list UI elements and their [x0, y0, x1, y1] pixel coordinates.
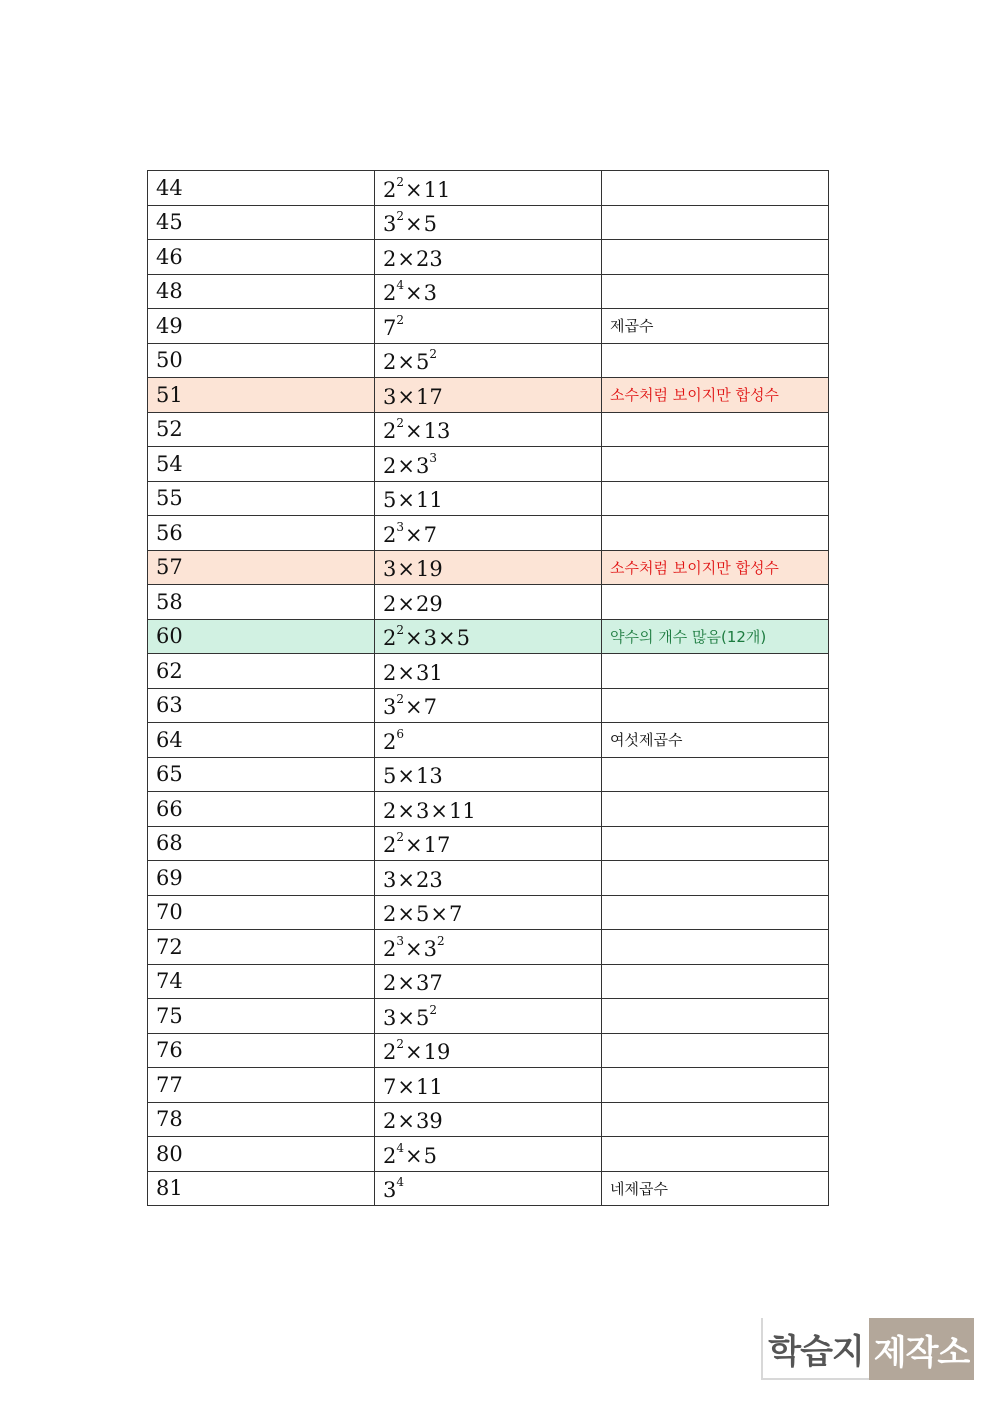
table-row	[148, 378, 829, 413]
note-cell	[602, 619, 829, 654]
table-row	[148, 274, 829, 309]
factor-exponent: 4	[396, 278, 405, 293]
note-cell	[602, 1137, 829, 1172]
factor-base: 2	[383, 626, 397, 651]
factor-base: 2	[383, 1040, 397, 1065]
factorization-cell	[375, 1033, 602, 1068]
times-sign: ×	[397, 1005, 415, 1030]
note-text: 여섯제곱수	[610, 731, 683, 750]
prime-factorization	[383, 1071, 443, 1099]
factor-base: 2	[383, 833, 397, 858]
table-row	[148, 619, 829, 654]
prime-factorization	[383, 243, 443, 271]
factor-exponent: 3	[396, 933, 405, 948]
factorization-cell	[375, 792, 602, 827]
factor-base: 5	[415, 1005, 430, 1030]
note-cell	[602, 274, 829, 309]
number-cell: 50	[148, 343, 375, 378]
times-sign: ×	[397, 798, 415, 823]
times-sign: ×	[397, 384, 415, 409]
times-sign: ×	[405, 695, 423, 720]
factorization-cell	[375, 309, 602, 344]
prime-factorization	[383, 898, 462, 926]
prime-factorization	[383, 760, 443, 788]
note-cell	[602, 654, 829, 689]
factor-base: 7	[448, 902, 463, 927]
note-cell	[602, 550, 829, 585]
times-sign: ×	[397, 246, 415, 271]
times-sign: ×	[405, 177, 423, 202]
factorization-cell	[375, 688, 602, 723]
factorization-cell	[375, 895, 602, 930]
factor-exponent: 4	[396, 1175, 405, 1190]
table-row	[148, 861, 829, 896]
factorization-cell	[375, 378, 602, 413]
factor-exponent: 2	[396, 692, 405, 707]
times-sign: ×	[397, 1074, 415, 1099]
factor-exponent: 2	[396, 623, 405, 638]
table-row	[148, 1171, 829, 1206]
number-cell: 62	[148, 654, 375, 689]
factor-exponent: 2	[396, 830, 405, 845]
factor-base: 11	[448, 798, 476, 823]
factor-base: 23	[415, 867, 443, 892]
factor-exponent: 2	[396, 312, 405, 327]
prime-factorization	[383, 864, 443, 892]
table-row	[148, 723, 829, 758]
factor-base: 37	[415, 971, 443, 996]
times-sign: ×	[405, 1143, 423, 1168]
factor-base: 5	[423, 212, 437, 237]
factor-base: 2	[383, 798, 397, 823]
factorization-cell	[375, 240, 602, 275]
factor-base: 2	[383, 522, 397, 547]
factor-exponent: 2	[396, 174, 405, 189]
factor-base: 2	[383, 971, 397, 996]
prime-factorization	[383, 726, 404, 754]
factor-base: 11	[415, 1074, 443, 1099]
factorization-cell	[375, 757, 602, 792]
factor-base: 7	[383, 1074, 397, 1099]
number-cell: 72	[148, 930, 375, 965]
factor-base: 5	[456, 626, 470, 651]
number-cell: 66	[148, 792, 375, 827]
prime-factorization	[383, 208, 437, 236]
table-row	[148, 309, 829, 344]
note-cell	[602, 826, 829, 861]
factorization-cell	[375, 205, 602, 240]
factor-base: 5	[423, 1143, 437, 1168]
note-cell	[602, 481, 829, 516]
table-row	[148, 516, 829, 551]
note-cell	[602, 240, 829, 275]
times-sign: ×	[430, 902, 448, 927]
prime-factorization	[383, 1002, 437, 1030]
number-cell: 60	[148, 619, 375, 654]
number-cell: 81	[148, 1171, 375, 1206]
factor-base: 39	[415, 1109, 443, 1134]
number-cell: 55	[148, 481, 375, 516]
note-cell	[602, 1171, 829, 1206]
factorization-cell	[375, 516, 602, 551]
table-row	[148, 343, 829, 378]
factorization-cell	[375, 826, 602, 861]
factorization-cell	[375, 481, 602, 516]
number-cell: 69	[148, 861, 375, 896]
factor-base: 2	[383, 246, 397, 271]
note-cell	[602, 757, 829, 792]
factor-base: 3	[423, 626, 437, 651]
table-row	[148, 654, 829, 689]
number-cell: 68	[148, 826, 375, 861]
note-cell	[602, 895, 829, 930]
factor-base: 7	[383, 315, 397, 340]
note-cell	[602, 723, 829, 758]
times-sign: ×	[397, 867, 415, 892]
factor-base: 2	[383, 591, 397, 616]
factorization-cell	[375, 550, 602, 585]
note-cell	[602, 999, 829, 1034]
times-sign: ×	[405, 626, 423, 651]
factor-base: 2	[383, 1143, 397, 1168]
prime-factorization	[383, 312, 404, 340]
factorization-cell	[375, 412, 602, 447]
prime-factorization	[383, 1105, 443, 1133]
times-sign: ×	[397, 557, 415, 582]
factor-base: 13	[423, 419, 451, 444]
factor-base: 3	[423, 936, 437, 961]
factor-base: 3	[383, 1005, 397, 1030]
table-row	[148, 447, 829, 482]
prime-factorization	[383, 1036, 450, 1064]
factor-base: 5	[415, 902, 430, 927]
times-sign: ×	[405, 1040, 423, 1065]
factorization-cell	[375, 619, 602, 654]
table-row	[148, 999, 829, 1034]
number-cell: 58	[148, 585, 375, 620]
note-cell	[602, 585, 829, 620]
note-cell	[602, 930, 829, 965]
times-sign: ×	[405, 833, 423, 858]
note-cell	[602, 861, 829, 896]
factor-base: 2	[383, 1109, 397, 1134]
factor-base: 5	[383, 764, 397, 789]
factor-base: 3	[415, 798, 430, 823]
times-sign: ×	[405, 936, 423, 961]
table-row	[148, 895, 829, 930]
times-sign: ×	[405, 212, 423, 237]
prime-factorization	[383, 967, 443, 995]
prime-factorization	[383, 691, 437, 719]
factorization-cell	[375, 723, 602, 758]
prime-factorization	[383, 519, 437, 547]
prime-factorization	[383, 277, 437, 305]
table-row	[148, 171, 829, 206]
table-row	[148, 688, 829, 723]
times-sign: ×	[397, 764, 415, 789]
number-cell: 63	[148, 688, 375, 723]
factor-base: 7	[423, 695, 437, 720]
factor-base: 3	[383, 1178, 397, 1203]
factor-exponent: 2	[396, 209, 405, 224]
note-cell	[602, 1102, 829, 1137]
factor-base: 7	[423, 522, 437, 547]
note-text: 제곱수	[610, 317, 654, 336]
factor-base: 5	[415, 350, 430, 375]
prime-factorization	[383, 657, 443, 685]
prime-factorization	[383, 588, 443, 616]
table-row	[148, 205, 829, 240]
note-cell	[602, 1033, 829, 1068]
factor-base: 17	[423, 833, 451, 858]
factorization-cell	[375, 343, 602, 378]
factor-base: 2	[383, 902, 397, 927]
note-cell	[602, 792, 829, 827]
factorization-cell	[375, 274, 602, 309]
factorization-cell	[375, 1137, 602, 1172]
table-row	[148, 826, 829, 861]
brand-logo	[761, 1318, 974, 1380]
times-sign: ×	[397, 660, 415, 685]
note-cell	[602, 309, 829, 344]
prime-factorization	[383, 415, 450, 443]
number-cell: 78	[148, 1102, 375, 1137]
note-cell	[602, 964, 829, 999]
table-row	[148, 930, 829, 965]
factorization-cell	[375, 861, 602, 896]
note-cell	[602, 171, 829, 206]
note-cell	[602, 1068, 829, 1103]
factorization-cell	[375, 585, 602, 620]
times-sign: ×	[397, 591, 415, 616]
factor-base: 2	[383, 660, 397, 685]
prime-factorization	[383, 829, 450, 857]
prime-factorization	[383, 484, 443, 512]
logo-text-right: 제작소	[869, 1318, 974, 1380]
times-sign: ×	[438, 626, 456, 651]
note-cell	[602, 343, 829, 378]
factor-base: 3	[383, 557, 397, 582]
number-cell: 54	[148, 447, 375, 482]
number-cell: 64	[148, 723, 375, 758]
prime-factorization	[383, 450, 437, 478]
factor-exponent: 4	[396, 1140, 405, 1155]
factor-base: 11	[415, 488, 443, 513]
factor-exponent: 2	[396, 416, 405, 431]
number-cell: 52	[148, 412, 375, 447]
note-cell	[602, 516, 829, 551]
factor-base: 17	[415, 384, 443, 409]
factor-base: 3	[383, 867, 397, 892]
times-sign: ×	[397, 971, 415, 996]
factorization-cell	[375, 930, 602, 965]
number-cell: 56	[148, 516, 375, 551]
factor-base: 2	[383, 281, 397, 306]
table-row	[148, 1137, 829, 1172]
factorization-cell	[375, 1102, 602, 1137]
factor-exponent: 6	[396, 726, 405, 741]
prime-factorization	[383, 622, 470, 650]
factor-base: 29	[415, 591, 443, 616]
times-sign: ×	[397, 488, 415, 513]
number-cell: 51	[148, 378, 375, 413]
factor-exponent: 3	[429, 450, 437, 465]
factor-base: 2	[383, 453, 397, 478]
factor-base: 3	[383, 695, 397, 720]
factorization-cell	[375, 999, 602, 1034]
number-cell: 76	[148, 1033, 375, 1068]
prime-factorization	[383, 795, 476, 823]
number-cell: 74	[148, 964, 375, 999]
factorization-cell	[375, 1171, 602, 1206]
factor-base: 5	[383, 488, 397, 513]
note-text: 네제곱수	[610, 1179, 668, 1198]
factorization-cell	[375, 171, 602, 206]
prime-factorization	[383, 553, 443, 581]
factor-base: 13	[415, 764, 443, 789]
table-row	[148, 585, 829, 620]
factorization-cell	[375, 447, 602, 482]
table-row	[148, 1068, 829, 1103]
factor-exponent: 2	[429, 1002, 437, 1017]
table-row	[148, 550, 829, 585]
number-cell: 49	[148, 309, 375, 344]
table-row	[148, 964, 829, 999]
number-cell: 65	[148, 757, 375, 792]
number-cell: 77	[148, 1068, 375, 1103]
note-cell	[602, 205, 829, 240]
factor-exponent: 3	[396, 519, 405, 534]
times-sign: ×	[397, 1109, 415, 1134]
factor-base: 2	[383, 419, 397, 444]
times-sign: ×	[430, 798, 448, 823]
table-row	[148, 1102, 829, 1137]
factor-base: 3	[383, 384, 397, 409]
times-sign: ×	[405, 522, 423, 547]
note-text: 약수의 개수 많음(12개)	[610, 627, 767, 646]
number-cell: 57	[148, 550, 375, 585]
prime-factorization	[383, 346, 437, 374]
table-row	[148, 481, 829, 516]
number-cell: 45	[148, 205, 375, 240]
factor-base: 19	[415, 557, 443, 582]
note-cell	[602, 447, 829, 482]
prime-factorization	[383, 381, 443, 409]
factor-base: 3	[383, 212, 397, 237]
number-cell: 48	[148, 274, 375, 309]
times-sign: ×	[397, 902, 415, 927]
times-sign: ×	[397, 453, 415, 478]
factor-base: 2	[383, 177, 397, 202]
factorization-cell	[375, 964, 602, 999]
factor-base: 31	[415, 660, 443, 685]
table-body	[148, 171, 829, 1206]
number-cell: 44	[148, 171, 375, 206]
number-cell: 46	[148, 240, 375, 275]
table-row	[148, 240, 829, 275]
prime-factorization	[383, 933, 445, 961]
table-row	[148, 1033, 829, 1068]
factor-exponent: 2	[437, 933, 445, 948]
factor-base: 2	[383, 936, 397, 961]
note-text: 소수처럼 보이지만 합성수	[610, 558, 779, 577]
table-row	[148, 757, 829, 792]
factor-base: 2	[383, 729, 397, 754]
factor-base: 2	[383, 350, 397, 375]
factorization-cell	[375, 1068, 602, 1103]
factor-exponent: 2	[396, 1037, 405, 1052]
number-cell: 80	[148, 1137, 375, 1172]
factor-base: 19	[423, 1040, 451, 1065]
factor-base: 3	[423, 281, 437, 306]
note-cell	[602, 688, 829, 723]
times-sign: ×	[405, 419, 423, 444]
prime-factorization	[383, 174, 450, 202]
factorization-cell	[375, 654, 602, 689]
factor-base: 3	[415, 453, 430, 478]
number-cell: 70	[148, 895, 375, 930]
logo-text-left: 학습지	[761, 1318, 869, 1380]
table-row	[148, 412, 829, 447]
number-cell: 75	[148, 999, 375, 1034]
prime-factorization	[383, 1174, 404, 1202]
factor-base: 23	[415, 246, 443, 271]
factor-exponent: 2	[429, 347, 437, 362]
factorization-table	[147, 170, 829, 1206]
note-cell	[602, 412, 829, 447]
times-sign: ×	[405, 281, 423, 306]
note-text: 소수처럼 보이지만 합성수	[610, 386, 779, 405]
table-row	[148, 792, 829, 827]
note-cell	[602, 378, 829, 413]
prime-factorization	[383, 1140, 437, 1168]
times-sign: ×	[397, 350, 415, 375]
factor-base: 11	[423, 177, 451, 202]
